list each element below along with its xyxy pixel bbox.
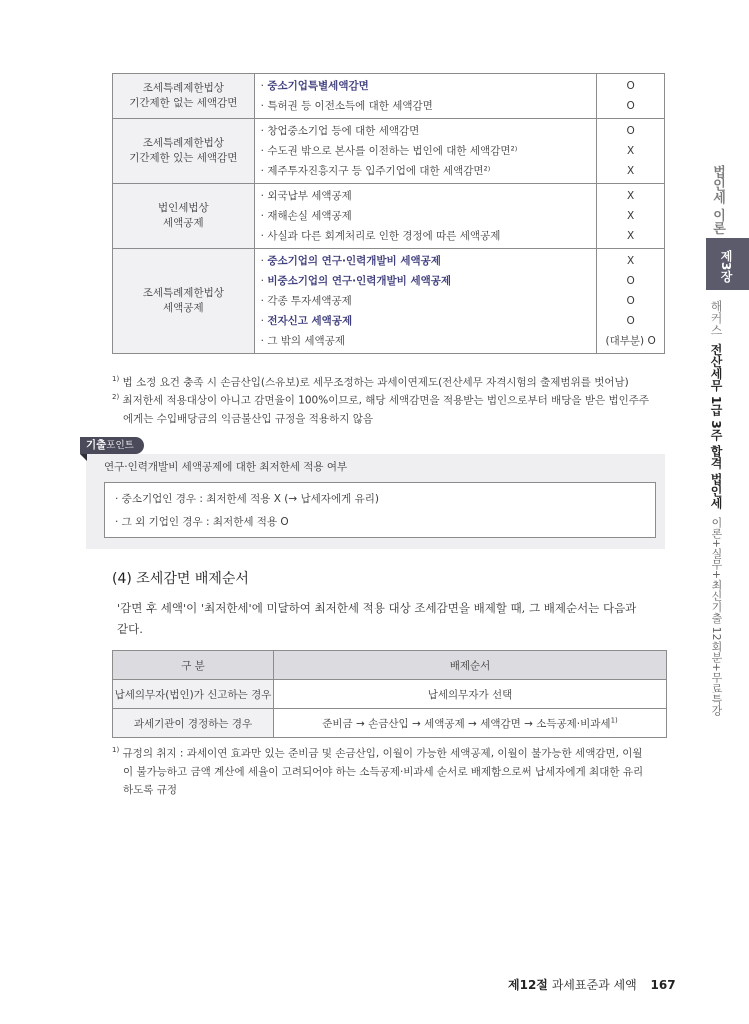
item-text: 외국납부 세액공제 bbox=[267, 190, 352, 202]
point-title: 연구·인력개발비 세액공제에 대한 최저한세 적용 여부 bbox=[104, 461, 348, 473]
applicability-flag: X bbox=[627, 145, 635, 157]
bullet: · bbox=[260, 210, 264, 222]
applicability-flag: O bbox=[626, 80, 635, 92]
chapter-tab-label: 제3장 bbox=[719, 250, 733, 283]
footnote-text: 법 소정 요건 충족 시 손금산입(스유보)로 세무조정하는 과세이연제도(전산세무 자격시험의 출제범위를 벗어남) bbox=[122, 376, 629, 389]
category-line: 세액공제 bbox=[163, 302, 204, 314]
item-line bbox=[261, 311, 591, 331]
category-line: 조세특례제한법상 bbox=[142, 287, 224, 299]
item-line bbox=[261, 251, 591, 271]
item-text: 수도권 밖으로 본사를 이전하는 법인에 대한 세액감면²⁾ bbox=[267, 145, 518, 157]
category-line: 세액공제 bbox=[163, 217, 204, 229]
side-part-title: 법인세 이론 bbox=[710, 165, 725, 235]
applicability-flag: O bbox=[626, 100, 635, 112]
row-label: 납세의무자(법인)가 신고하는 경우 bbox=[113, 680, 274, 709]
item-text: 특허권 등 이전소득에 대한 세액감면 bbox=[267, 100, 433, 112]
item-text: 각종 투자세액공제 bbox=[267, 295, 352, 307]
applicability-cell bbox=[597, 184, 665, 249]
category-cell bbox=[113, 74, 255, 119]
section-heading: (4) 조세감면 배제순서 bbox=[112, 571, 249, 587]
applicability-flag: O bbox=[626, 275, 635, 287]
item-text: 사실과 다른 회계처리로 인한 경정에 따른 세액공제 bbox=[267, 230, 501, 242]
applicability-cell bbox=[597, 119, 665, 184]
point-line-other: · 그 외 기업인 경우 : 최저한세 적용 O bbox=[115, 516, 289, 528]
footnote-text-cont: 에게는 수입배당금의 익금불산입 규정을 적용하지 않음 bbox=[123, 412, 373, 425]
items-cell bbox=[254, 74, 597, 119]
point-tag bbox=[80, 437, 144, 454]
side-book-title bbox=[708, 300, 725, 716]
item-text: 제주투자진흥지구 등 입주기업에 대한 세액감면²⁾ bbox=[267, 165, 491, 177]
footnote-rule-purpose bbox=[112, 741, 672, 799]
applicability-flag: X bbox=[627, 230, 635, 242]
header-category: 구 분 bbox=[113, 651, 274, 680]
items-cell bbox=[254, 119, 597, 184]
page-footer bbox=[508, 976, 676, 993]
row-label: 과세기관이 경정하는 경우 bbox=[113, 709, 274, 738]
applicability-flag: X bbox=[627, 210, 635, 222]
items-cell bbox=[254, 184, 597, 249]
bullet: · bbox=[260, 295, 264, 307]
applicability-flag: O bbox=[626, 295, 635, 307]
footnote-text: 최저한세 적용대상이 아니고 감면율이 100%이므로, 해당 세액감면을 적용받는 법인으로부터 배당을 받은 법인주주 bbox=[122, 394, 650, 407]
bullet: · bbox=[260, 80, 264, 92]
exclusion-order-table bbox=[112, 650, 667, 738]
table-row bbox=[113, 184, 665, 249]
item-line bbox=[261, 226, 591, 246]
applicability-flag: X bbox=[627, 190, 635, 202]
item-text: 그 밖의 세액공제 bbox=[267, 335, 345, 347]
applicability-cell bbox=[597, 249, 665, 354]
footnote-mark: 2) bbox=[112, 393, 120, 401]
category-line: 기간제한 없는 세액감면 bbox=[129, 97, 238, 109]
item-line bbox=[261, 96, 591, 116]
applicability-cell bbox=[597, 74, 665, 119]
row-value-sup: 1) bbox=[610, 716, 618, 724]
item-line bbox=[261, 291, 591, 311]
bullet: · bbox=[260, 145, 264, 157]
category-line: 기간제한 있는 세액감면 bbox=[129, 152, 238, 164]
bullet: · bbox=[260, 255, 264, 267]
item-line bbox=[261, 331, 591, 351]
applicability-flag: X bbox=[627, 165, 635, 177]
book-main: 전산세무 1급 3주 합격 법인세 bbox=[709, 343, 723, 510]
item-line bbox=[261, 76, 591, 96]
row-value bbox=[274, 680, 667, 709]
bullet: · bbox=[260, 100, 264, 112]
book-suffix: 이론+실무+최신기출 12회분+무료특강 bbox=[710, 516, 723, 716]
category-line: 조세특례제한법상 bbox=[142, 137, 224, 149]
category-line: 법인세법상 bbox=[157, 202, 209, 214]
item-line bbox=[261, 271, 591, 291]
item-line bbox=[261, 121, 591, 141]
footnote-2 bbox=[112, 388, 682, 428]
category-cell bbox=[113, 119, 255, 184]
table-row bbox=[113, 74, 665, 119]
footnote-text: 규정의 취지 : 과세이연 효과만 있는 준비금 및 손금산입, 이월이 가능한 세액공제, 이월이 불가능한 세액감면, 이월 bbox=[122, 747, 643, 760]
bullet: · bbox=[260, 190, 264, 202]
footer-title: 과세표준과 세액 bbox=[551, 978, 637, 992]
book-prefix: 해커스 bbox=[709, 300, 723, 336]
footnote-mark: 1) bbox=[112, 375, 120, 383]
item-text: 중소기업특별세액감면 bbox=[267, 80, 369, 92]
item-line bbox=[261, 161, 591, 181]
row-value-text: 납세의무자가 선택 bbox=[427, 688, 513, 701]
bullet: · bbox=[260, 165, 264, 177]
category-cell bbox=[113, 184, 255, 249]
item-line bbox=[261, 186, 591, 206]
table-row bbox=[113, 119, 665, 184]
applicability-flag: X bbox=[627, 255, 635, 267]
items-cell bbox=[254, 249, 597, 354]
footnote-text-cont: 하도록 규정 bbox=[123, 783, 178, 796]
applicability-flag: (대부분) O bbox=[605, 335, 656, 347]
category-cell bbox=[113, 249, 255, 354]
para-line: '감면 후 세액'이 '최저한세'에 미달하여 최저한세 적용 대상 조세감면을 배제할 때, 그 배제순서는 다음과 bbox=[117, 601, 637, 615]
footer-chapter: 제12절 bbox=[508, 978, 548, 992]
item-line bbox=[261, 141, 591, 161]
item-text: 전자신고 세액공제 bbox=[267, 315, 353, 327]
footnote-mark: 1) bbox=[112, 746, 120, 754]
bullet: · bbox=[260, 230, 264, 242]
table-row bbox=[113, 709, 667, 738]
applicability-flag: O bbox=[626, 315, 635, 327]
section-paragraph bbox=[117, 598, 667, 640]
item-line bbox=[261, 206, 591, 226]
category-line: 조세특례제한법상 bbox=[142, 82, 224, 94]
page-number: 167 bbox=[650, 978, 676, 992]
point-tag-sub: 포인트 bbox=[106, 440, 134, 451]
row-value-text: 준비금 → 손금산입 → 세액공제 → 세액감면 → 소득공제·비과세 bbox=[322, 717, 611, 730]
tax-reduction-table bbox=[112, 73, 665, 354]
bullet: · bbox=[260, 275, 264, 287]
row-value bbox=[274, 709, 667, 738]
point-detail-box bbox=[104, 482, 656, 538]
applicability-flag: O bbox=[626, 125, 635, 137]
bullet: · bbox=[260, 315, 264, 327]
table-row bbox=[113, 680, 667, 709]
point-tag-main: 기출 bbox=[86, 439, 107, 451]
item-text: 비중소기업의 연구·인력개발비 세액공제 bbox=[267, 275, 452, 287]
footnote-text-cont: 이 불가능하고 금액 계산에 세율이 고려되어야 하는 소득공제·비과세 순서로 배제함으로써 납세자에게 최대한 유리 bbox=[123, 765, 644, 778]
table-row bbox=[113, 249, 665, 354]
point-tag-fold bbox=[80, 454, 87, 461]
para-line: 같다. bbox=[117, 622, 143, 636]
bullet: · bbox=[260, 335, 264, 347]
header-order: 배제순서 bbox=[274, 651, 667, 680]
item-text: 중소기업의 연구·인력개발비 세액공제 bbox=[267, 255, 441, 267]
item-text: 창업중소기업 등에 대한 세액감면 bbox=[267, 125, 420, 137]
bullet: · bbox=[260, 125, 264, 137]
item-text: 재해손실 세액공제 bbox=[267, 210, 352, 222]
point-line-sme: · 중소기업인 경우 : 최저한세 적용 X (→ 납세자에게 유리) bbox=[115, 493, 379, 505]
